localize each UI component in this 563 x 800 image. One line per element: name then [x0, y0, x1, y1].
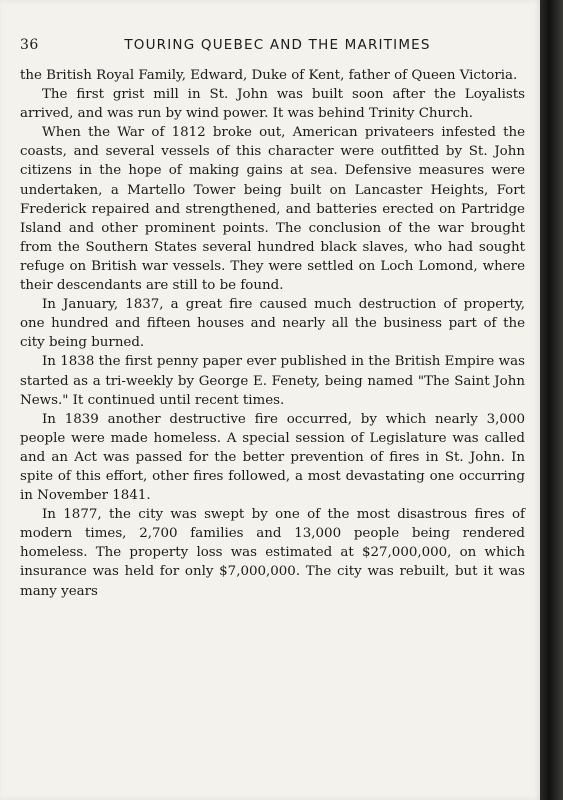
- paragraph-fire-1839: In 1839 another destructive fire occurred, by which nearly 3,000 people were made homeless. A special session of Legislature was called and an Act was passed for the better prevention of fires in St. John. In spite of this effort, other fires followed, a most devastating one occurring in November 1841.: [20, 411, 525, 504]
- paragraph-war-of-1812: When the War of 1812 broke out, American privateers infested the coasts, and several vessels of this character were outfitted by St. John citizens in the hope of making gains at sea. Defensive measures were undertaken, a Martello Tower being built on Lancaster Heights, Fort Frederick repaired and strengthened, and batteries erected on Partridge Island and other prominent points. The conclusion of the war brought from the Southern States several hundred black slaves, who had sought refuge on British war vessels. They were settled on Loch Lomond, where their descendants are still to be found.: [20, 125, 525, 294]
- running-title: TOURING QUEBEC AND THE MARITIMES: [124, 37, 431, 53]
- paragraph-grist-mill: The first grist mill in St. John was built soon after the Loyalists arrived, and was run by wind power. It was behind Trinity Church.: [20, 87, 525, 122]
- page-header: [20, 37, 525, 57]
- paragraph-fire-1877: In 1877, the city was swept by one of the most disastrous fires of modern times, 2,700 families and 13,000 people being rendered homeless. The property loss was estimated at $27,000,000, on which insurance was held for only $7,000,000. The city was rebuilt, but it was many years: [20, 507, 525, 599]
- paragraph-continued: the British Royal Family, Edward, Duke of Kent, father of Queen Victoria.: [20, 68, 518, 83]
- body-text: [20, 66, 525, 601]
- paragraph-fire-1837: In January, 1837, a great fire caused much destruction of property, one hundred and fifteen houses and nearly all the business part of the city being burned.: [20, 297, 525, 351]
- book-spine-edge: [540, 0, 563, 800]
- paragraph-penny-paper-1838: In 1838 the first penny paper ever published in the British Empire was started as a tri-weekly by George E. Fenety, being named "The Saint John News." It continued until recent times.: [20, 354, 525, 408]
- page-number: 36: [20, 37, 39, 53]
